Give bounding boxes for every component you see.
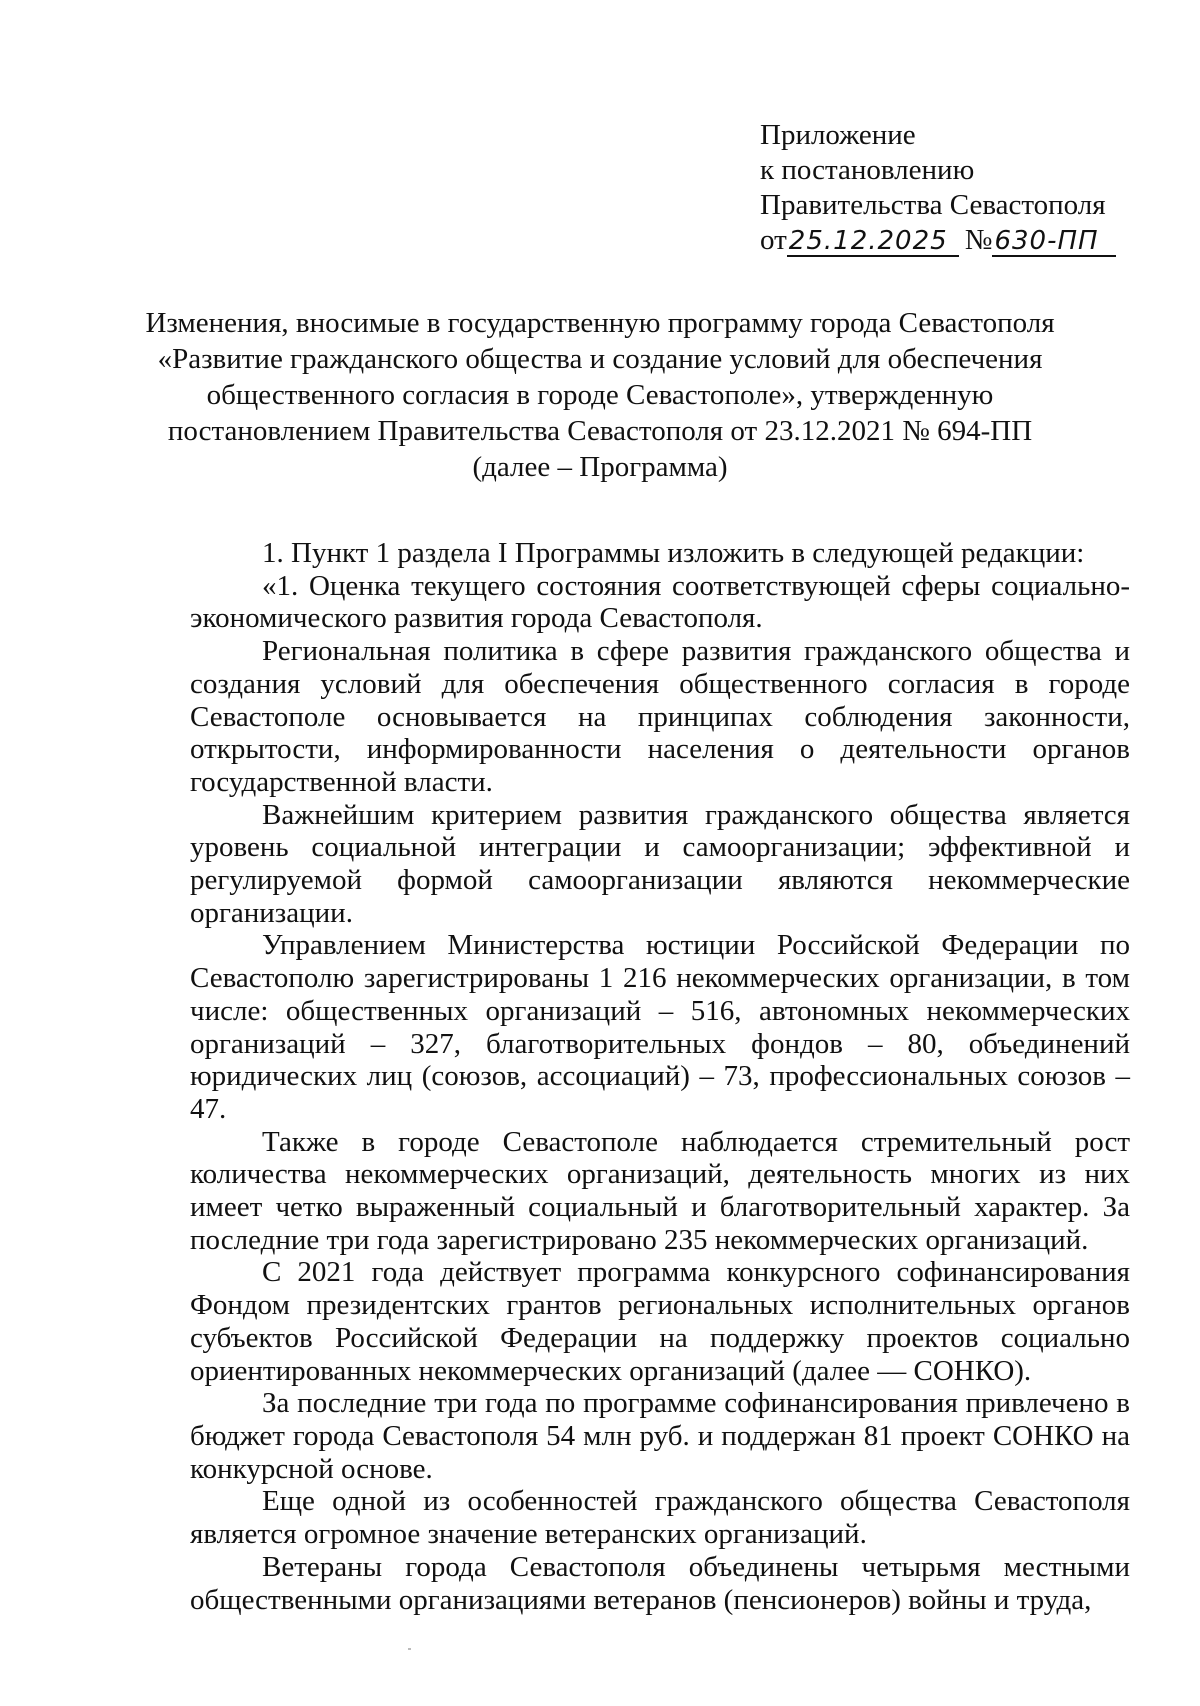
paragraph-3: Региональная политика в сфере развития гражданского общества и создания условий для обеспечения общественного согласия в городе Севастополе основывается на принципах соблюдения законности, открытости, информированности населения о деятельности органов государственной власти. (190, 635, 1130, 798)
date-prefix: от (760, 224, 787, 256)
appendix-issuer: Правительства Севастополя (760, 189, 1106, 221)
paragraph-7: С 2021 года действует программа конкурсного софинансирования Фондом президентских грантов региональных исполнительных органов субъектов Российской Федерации на поддержку проектов социально ориентированных некоммерческих организаций (далее — СОНКО). (190, 1256, 1130, 1387)
document-body (190, 537, 1130, 1616)
appendix-label: Приложение (760, 119, 916, 151)
paragraph-4: Важнейшим критерием развития гражданского общества является уровень социальной интеграции и самоорганизации; эффективной и регулируемой формой самоорганизации являются некоммерческие организации. (190, 798, 1130, 929)
handwritten-date: 25.12.2025 (787, 227, 959, 257)
appendix-date-number (760, 223, 1160, 258)
scan-artifact (408, 1648, 411, 1650)
paragraph-6: Также в городе Севастополе наблюдается стремительный рост количества некоммерческих организаций, деятельность многих из них имеет четко выраженный социальный и благотворительный характер. За последние три года зарегистрировано 235 некоммерческих организаций. (190, 1125, 1130, 1256)
paragraph-5: Управлением Министерства юстиции Российской Федерации по Севастополю зарегистрированы 1 216 некоммерческих организации, в том числе: общественных организаций – 516, автономных некоммерческих организаций – 327, благотворительных фондов – 80, объединений юридических лиц (союзов, ассоциаций) – 73, профессиональных союзов – 47. (190, 929, 1130, 1125)
title-line-5: (далее – Программа) (472, 451, 728, 483)
title-line-2: «Развитие гражданского общества и создание условий для обеспечения (157, 343, 1043, 375)
appendix-reference: к постановлению (760, 154, 975, 186)
document-title (140, 305, 1060, 485)
title-line-1: Изменения, вносимые в государственную программу города Севастополя (145, 307, 1055, 339)
paragraph-1: 1. Пункт 1 раздела I Программы изложить в следующей редакции: (262, 537, 1085, 569)
paragraph-2: «1. Оценка текущего состояния соответствующей сферы социально-экономического развития города Севастополя. (190, 569, 1130, 635)
paragraph-9: Еще одной из особенностей гражданского общества Севастополя является огромное значение ветеранских организаций. (190, 1485, 1130, 1551)
paragraph-10: Ветераны города Севастополя объединены четырьмя местными общественными организациями ветеранов (пенсионеров) войны и труда, (190, 1550, 1130, 1616)
title-line-4: постановлением Правительства Севастополя от 23.12.2021 № 694-ПП (167, 415, 1033, 447)
handwritten-number: 630-ПП (992, 227, 1116, 257)
title-line-3: общественного согласия в городе Севастополе», утвержденную (206, 379, 994, 411)
number-sign: № (964, 224, 993, 256)
paragraph-8: За последние три года по программе софинансирования привлечено в бюджет города Севастополя 54 млн руб. и поддержан 81 проект СОНКО на конкурсной основе. (190, 1387, 1130, 1485)
appendix-block (760, 118, 1160, 258)
